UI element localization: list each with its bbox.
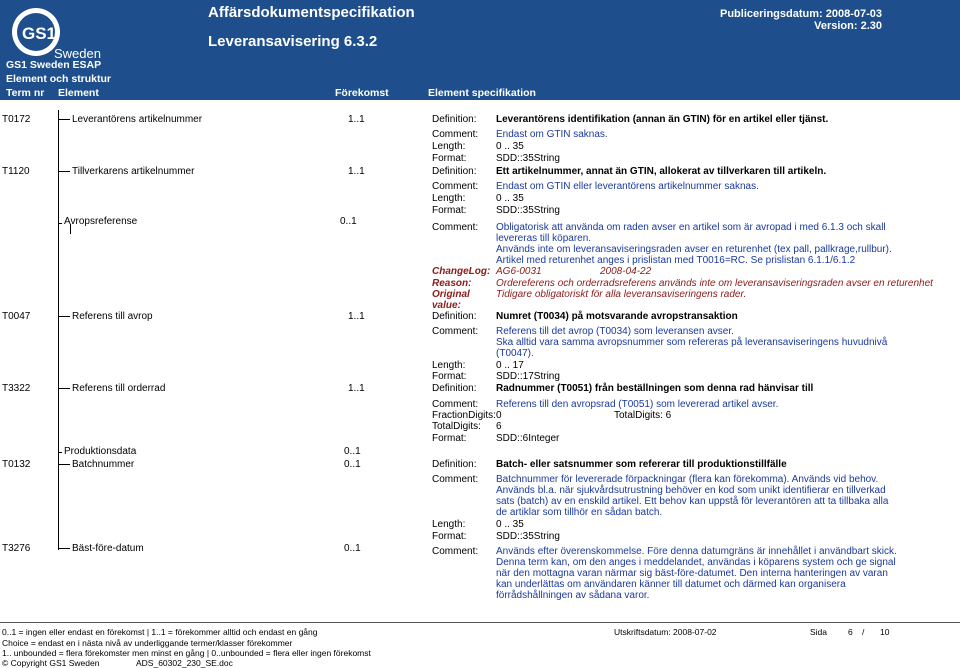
length-value: 0 .. 35 <box>496 193 524 204</box>
comment-line: de artiklar som tillhör en sådan batch. <box>496 507 663 518</box>
footer-legend-line: 0..1 = ingen eller endast en förekomst | 1..1 = förekommer alltid och endast en gång <box>2 627 318 637</box>
gs1-logo <box>8 6 108 64</box>
definition-text: Radnummer (T0051) från beställningen som denna rad hänvisar till <box>496 383 814 394</box>
length-value: 0 .. 17 <box>496 360 524 371</box>
logo-country: Sweden <box>54 46 101 61</box>
term-number: T0172 <box>2 114 31 125</box>
length-label: Length: <box>432 519 466 530</box>
format-label: Format: <box>432 205 467 216</box>
length-label: Length: <box>432 193 466 204</box>
element-name: Referens till avrop <box>72 311 153 322</box>
format-value: SDD::6Integer <box>496 433 560 444</box>
column-header-element: Element <box>58 87 99 99</box>
comment-label: Comment: <box>432 326 479 337</box>
tree-branch <box>58 388 70 389</box>
comment-label: Comment: <box>432 129 479 140</box>
format-label: Format: <box>432 371 467 382</box>
definition-label: Definition: <box>432 383 477 394</box>
element-name: Bäst-före-datum <box>72 543 144 554</box>
comment-line: kan underlättas om användaren känner till datumet och därmed kan organisera <box>496 579 846 590</box>
document-subtitle: Leveransavisering 6.3.2 <box>208 33 378 50</box>
definition-text: Leverantörens identifikation (annan än GTIN) för en artikel eller tjänst. <box>496 114 829 125</box>
comment-line: Används inte om leveransaviseringsraden avser en returenhet (tex pall, pallkrage,rullbur). <box>496 244 892 255</box>
column-header-occurrence: Förekomst <box>335 87 389 99</box>
occurrence: 1..1 <box>348 166 365 177</box>
format-value: SDD::17String <box>496 371 560 382</box>
comment-line: sats (batch) av en enskild artikel. Ett behov kan uppstå för leverantören att ta tillbaka alla <box>496 496 889 507</box>
format-label: Format: <box>432 531 467 542</box>
element-name: Tillverkarens artikelnummer <box>72 166 195 177</box>
element-name: Produktionsdata <box>64 446 137 457</box>
comment-line: förrådshållningen av sådana varor. <box>496 590 650 601</box>
comment-line: Används efter överenskommelse. Före denna datumgräns är innehållet i användbart skick. <box>496 546 897 557</box>
reason-label: Reason: <box>432 278 472 289</box>
tree-branch <box>58 452 62 453</box>
value-label: value: <box>432 300 461 311</box>
occurrence: 0..1 <box>344 459 361 470</box>
element-name: Leverantörens artikelnummer <box>72 114 203 125</box>
definition-text: Batch- eller satsnummer som refererar till produktionstillfälle <box>496 459 787 470</box>
tree-branch <box>58 171 70 172</box>
format-value: SDD::35String <box>496 153 560 164</box>
footer-copyright: © Copyright GS1 Sweden <box>2 658 100 668</box>
comment-line: när den mottagna varan närmar sig bäst-före-datumet. Den interna hanteringen av varan <box>496 568 888 579</box>
column-header-term: Term nr <box>6 87 45 99</box>
tree-branch <box>58 464 70 465</box>
section-name: Element och struktur <box>6 73 112 85</box>
comment-line: Batchnummer för levererade förpackningar (flera kan förekomma). Används vid behov. <box>496 474 879 485</box>
length-label: Length: <box>432 360 466 371</box>
reason-text: Ordereferens och orderradsreferens används inte om leveransaviseringsraden avser en returenhet <box>496 278 933 289</box>
comment-line: levereras till köparen. <box>496 233 592 244</box>
footer-legend-line: Choice = endast en i nästa nivå av underliggande termer/klasser förekommer <box>2 638 293 648</box>
original-label: Original <box>432 289 470 300</box>
document-header <box>0 0 960 100</box>
footer-page-label: Sida <box>810 627 828 637</box>
term-number: T0132 <box>2 459 31 470</box>
total-digits-inline: TotalDigits: 6 <box>614 410 672 421</box>
tree-branch <box>58 316 70 317</box>
occurrence: 0..1 <box>340 216 357 227</box>
tree-branch <box>58 548 70 549</box>
occurrence: 0..1 <box>344 543 361 554</box>
comment-line: Artikel med returenhet anges i prislistan med T0016=RC. Se prislistan 6.1.1/6.1.2 <box>496 255 856 266</box>
organization-name: GS1 Sweden ESAP <box>6 59 102 71</box>
column-header-specification: Element specifikation <box>428 87 536 99</box>
occurrence: 1..1 <box>348 311 365 322</box>
definition-label: Definition: <box>432 166 477 177</box>
comment-line: Obligatorisk att använda om raden avser en artikel som är avropad i med 6.1.3 och skall <box>496 222 886 233</box>
fraction-digits-label: FractionDigits: <box>432 410 496 421</box>
format-label: Format: <box>432 153 467 164</box>
term-number: T3322 <box>2 383 31 394</box>
total-digits-label: TotalDigits: <box>432 421 481 432</box>
comment-line: Används bl.a. när sjukvårdsutrustning behöver en kod som unikt identifierar en tillverkad <box>496 485 886 496</box>
comment-line: Ska alltid vara samma avropsnummer som refereras på leveransaviseringens huvudnivå <box>496 337 888 348</box>
total-digits-value: 6 <box>496 421 502 432</box>
comment-text: Endast om GTIN eller leverantörens artikelnummer saknas. <box>496 181 759 192</box>
footer-page-separator: / <box>862 627 865 637</box>
element-name: Referens till orderrad <box>72 383 166 394</box>
comment-line: Referens till det avrop (T0034) som leveransen avser. <box>496 326 734 337</box>
comment-label: Comment: <box>432 222 479 233</box>
format-value: SDD::35String <box>496 205 560 216</box>
version: Version: 2.30 <box>814 20 882 32</box>
tree-branch <box>58 223 62 224</box>
changelog-date: 2008-04-22 <box>600 266 652 277</box>
footer-rule <box>0 622 960 623</box>
term-number: T3276 <box>2 543 31 554</box>
comment-label: Comment: <box>432 474 479 485</box>
tree-branch <box>58 119 70 120</box>
definition-label: Definition: <box>432 311 477 322</box>
length-label: Length: <box>432 141 466 152</box>
comment-label: Comment: <box>432 546 479 557</box>
changelog-label: ChangeLog: <box>432 266 491 277</box>
footer-page-total: 10 <box>880 627 890 637</box>
length-value: 0 .. 35 <box>496 519 524 530</box>
footer-page-current: 6 <box>848 627 853 637</box>
format-value: SDD::35String <box>496 531 560 542</box>
fraction-digits-value: 0 <box>496 410 502 421</box>
occurrence: 1..1 <box>348 114 365 125</box>
definition-label: Definition: <box>432 114 477 125</box>
tree-line-root <box>58 110 59 550</box>
length-value: 0 .. 35 <box>496 141 524 152</box>
term-number: T0047 <box>2 311 31 322</box>
logo-text: GS1 <box>22 24 57 43</box>
footer-print-date: Utskriftsdatum: 2008-07-02 <box>614 627 717 637</box>
definition-text: Ett artikelnummer, annat än GTIN, allokerat av tillverkaren till artikeln. <box>496 166 827 177</box>
document-title: Affärsdokumentspecifikation <box>208 4 415 21</box>
occurrence: 1..1 <box>348 383 365 394</box>
comment-label: Comment: <box>432 181 479 192</box>
comment-text: Referens till den avropsrad (T0051) som levererad artikel avser. <box>496 399 779 410</box>
term-number: T1120 <box>2 166 30 177</box>
element-name: Batchnummer <box>72 459 135 470</box>
definition-text: Numret (T0034) på motsvarande avropstransaktion <box>496 311 738 322</box>
definition-label: Definition: <box>432 459 477 470</box>
comment-label: Comment: <box>432 399 479 410</box>
footer-legend-line: 1.. unbounded = flera förekomster men minst en gång | 0..unbounded = flera eller ingen förekomst <box>2 648 371 658</box>
comment-line: Denna term kan, om den anges i meddelandet, användas i köparens system och ge signal <box>496 557 896 568</box>
format-label: Format: <box>432 433 467 444</box>
element-name: Avropsreferense <box>64 216 138 227</box>
original-value: Tidigare obligatoriskt för alla leveransaviseringens rader. <box>496 289 747 300</box>
comment-line: (T0047). <box>496 348 534 359</box>
publication-date: Publiceringsdatum: 2008-07-03 <box>719 8 882 20</box>
comment-text: Endast om GTIN saknas. <box>496 129 608 140</box>
changelog-id: AG6-0031 <box>496 266 542 277</box>
footer-filename: ADS_60302_230_SE.doc <box>136 658 233 668</box>
occurrence: 0..1 <box>344 446 361 457</box>
